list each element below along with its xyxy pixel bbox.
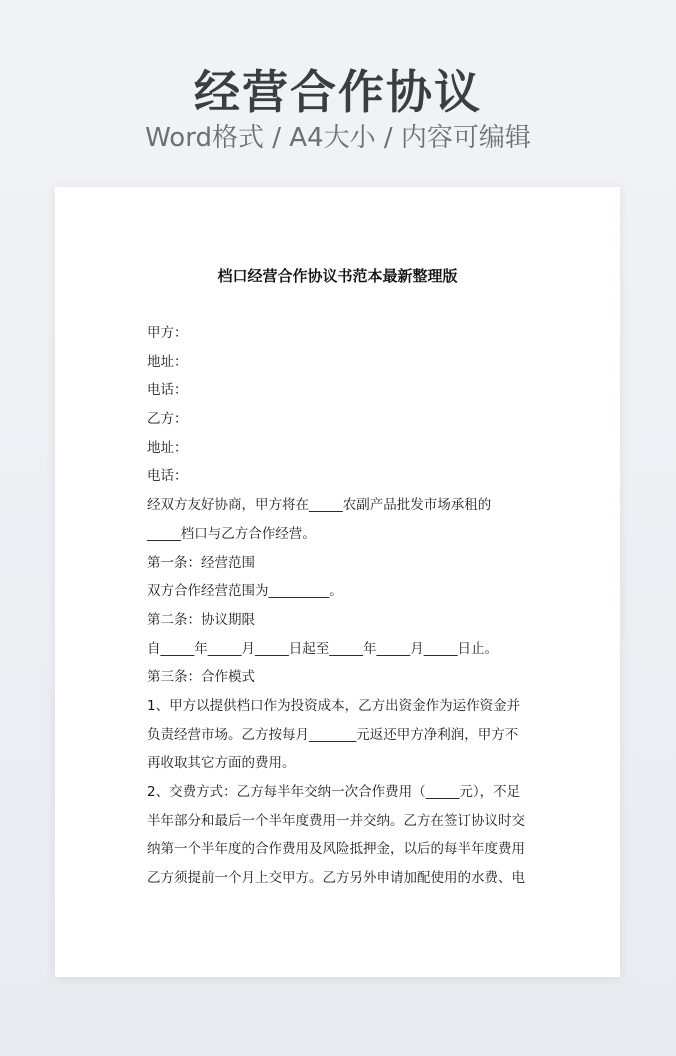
body-line: 再收取其它方面的费用。 [147, 755, 296, 772]
body-line: 2、交费方式：乙方每半年交纳一次合作费用（_____元），不足 [147, 784, 521, 800]
body-line: 经双方友好协商，甲方将在_____农副产品批发市场承租的 [147, 497, 492, 514]
body-line: 乙方： [147, 411, 188, 428]
section-heading: 第二条：协议期限 [147, 611, 255, 628]
body-line: 1、甲方以提供档口作为投资成本，乙方出资金作为运作资金并 [147, 697, 521, 714]
banner-title: 经营合作协议 [194, 65, 482, 119]
body-line: 自_____年_____月_____日起至_____年_____月_____日止。 [147, 640, 498, 657]
body-line: 乙方须提前一个月上交甲方。乙方另外申请加配使用的水费、电 [147, 870, 525, 887]
body-line: 纳第一个半年度的合作费用及风险抵押金，以后的每半年度费用 [147, 841, 525, 858]
body-line: 地址： [147, 439, 188, 456]
body-line: 甲方： [147, 325, 188, 341]
body-line: _____档口与乙方合作经营。 [147, 525, 316, 542]
document-title: 档口经营合作协议书范本最新整理版 [217, 267, 458, 285]
document-body [147, 319, 537, 893]
body-line: 双方合作经营范围为_________。 [147, 583, 343, 600]
section-heading: 第三条：合作模式 [147, 669, 255, 686]
body-line: 半年部分和最后一个半年度费用一并交纳。乙方在签订协议时交 [147, 812, 525, 829]
body-line: 负责经营市场。乙方按每月_______元返还甲方净利润，甲方不 [147, 726, 519, 743]
document-page [55, 187, 620, 977]
banner-subtitle: Word格式 / A4大小 / 内容可编辑 [145, 123, 531, 153]
body-line: 电话： [147, 468, 188, 485]
body-line: 地址： [147, 353, 188, 370]
section-heading: 第一条：经营范围 [147, 554, 255, 571]
body-line: 电话： [147, 382, 188, 399]
